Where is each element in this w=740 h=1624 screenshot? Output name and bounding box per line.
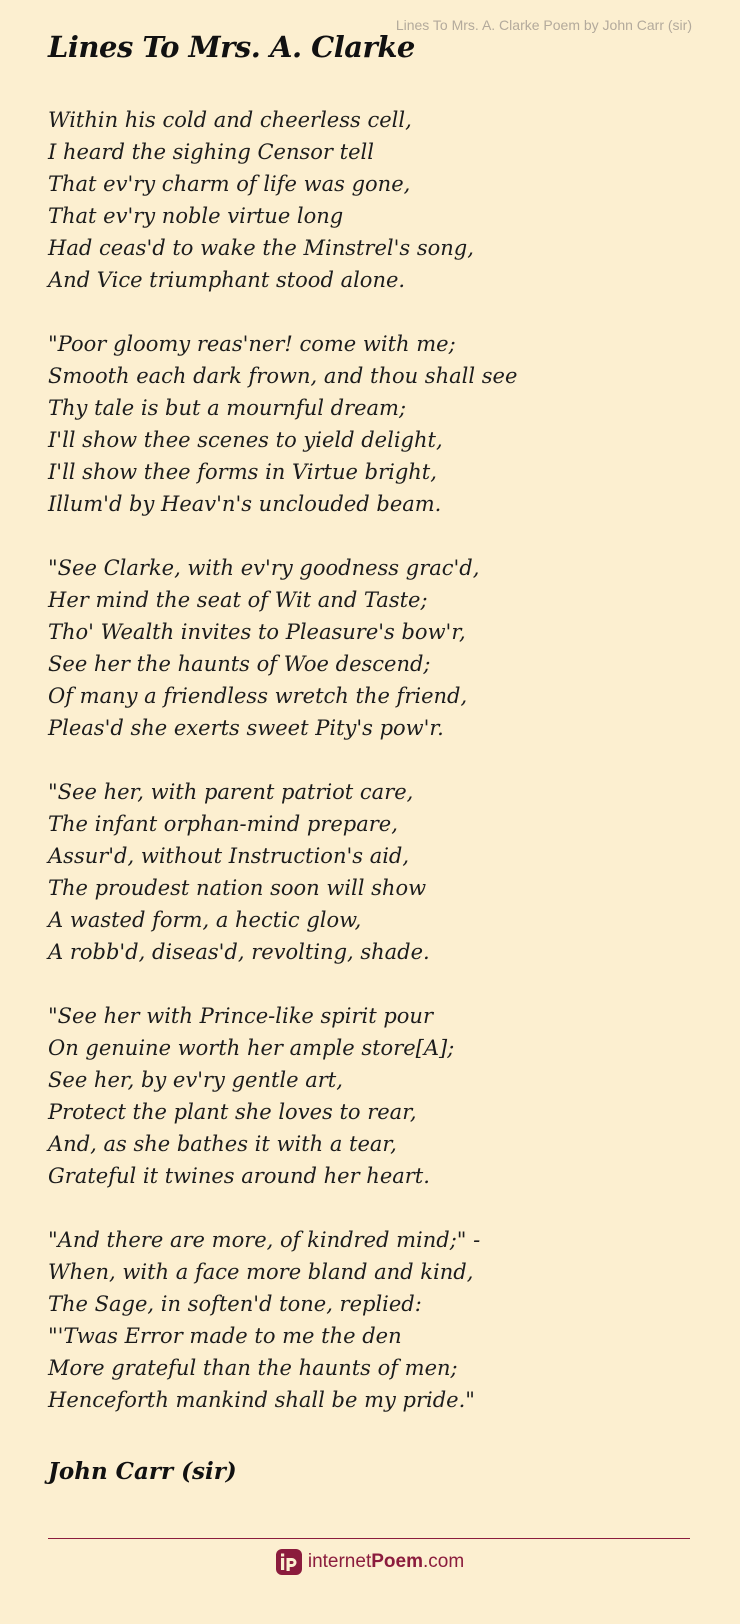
stanza [48,328,708,520]
poem-line: Tho' Wealth invites to Pleasure's bow'r, [48,620,466,644]
footer-divider [48,1538,690,1539]
stanza [48,1000,708,1192]
poem-body [48,104,708,1448]
poem-line: "See her with Prince-like spirit pour [48,1004,433,1028]
poem-line: Grateful it twines around her heart. [48,1164,430,1188]
poem-line: Pleas'd she exerts sweet Pity's pow'r. [48,716,444,740]
poem-line: When, with a face more bland and kind, [48,1260,474,1284]
poem-line: I heard the sighing Censor tell [48,140,374,164]
poem-line: That ev'ry charm of life was gone, [48,172,411,196]
poem-line: I'll show thee scenes to yield delight, [48,428,443,452]
poem-line: Her mind the seat of Wit and Taste; [48,588,428,612]
poem-line: Of many a friendless wretch the friend, [48,684,468,708]
poem-line: Illum'd by Heav'n's unclouded beam. [48,492,442,516]
logo-text-internet: internet [307,1551,372,1572]
stanza [48,552,708,744]
poem-line: The Sage, in soften'd tone, replied: [48,1292,422,1316]
poem-line: "Poor gloomy reas'ner! come with me; [48,332,456,356]
stanza [48,776,708,968]
poem-line: A robb'd, diseas'd, revolting, shade. [48,940,430,964]
poem-line: And, as she bathes it with a tear, [48,1132,397,1156]
poem-line: "See her, with parent patriot care, [48,780,414,804]
poem-line: "See Clarke, with ev'ry goodness grac'd, [48,556,480,580]
poem-title: Lines To Mrs. A. Clarke [48,30,415,64]
poem-line: See her the haunts of Woe descend; [48,652,431,676]
stanza [48,104,708,296]
poem-line: Thy tale is but a mournful dream; [48,396,407,420]
poem-line: Assur'd, without Instruction's aid, [48,844,410,868]
poem-line: Protect the plant she loves to rear, [48,1100,417,1124]
poem-line: Had ceas'd to wake the Minstrel's song, [48,236,474,260]
logo-text-poem: Poem [371,1551,423,1572]
poem-line: Smooth each dark frown, and thou shall see [48,364,518,388]
poem-author: John Carr (sir) [48,1458,237,1485]
poem-line: The proudest nation soon will show [48,876,427,900]
poem-line: See her, by ev'ry gentle art, [48,1068,343,1092]
logo-text [308,1551,464,1573]
poem-line: A wasted form, a hectic glow, [48,908,362,932]
stanza [48,1224,708,1416]
poem-line: Within his cold and cheerless cell, [48,108,412,132]
site-logo[interactable] [0,1549,740,1575]
ip-logo-icon [276,1549,302,1575]
page-caption: Lines To Mrs. A. Clarke Poem by John Carr (sir) [395,17,692,33]
poem-line: That ev'ry noble virtue long [48,204,344,228]
poem-line: "'Twas Error made to me the den [48,1324,402,1348]
poem-line: And Vice triumphant stood alone. [48,268,406,292]
logo-text-suffix: .com [422,1551,465,1572]
poem-line: On genuine worth her ample store[A]; [48,1036,455,1060]
poem-line: More grateful than the haunts of men; [48,1356,458,1380]
poem-line: "And there are more, of kindred mind;" - [48,1228,481,1252]
poem-line: The infant orphan-mind prepare, [48,812,398,836]
poem-line: I'll show thee forms in Virtue bright, [48,460,437,484]
poem-line: Henceforth mankind shall be my pride." [48,1388,475,1412]
